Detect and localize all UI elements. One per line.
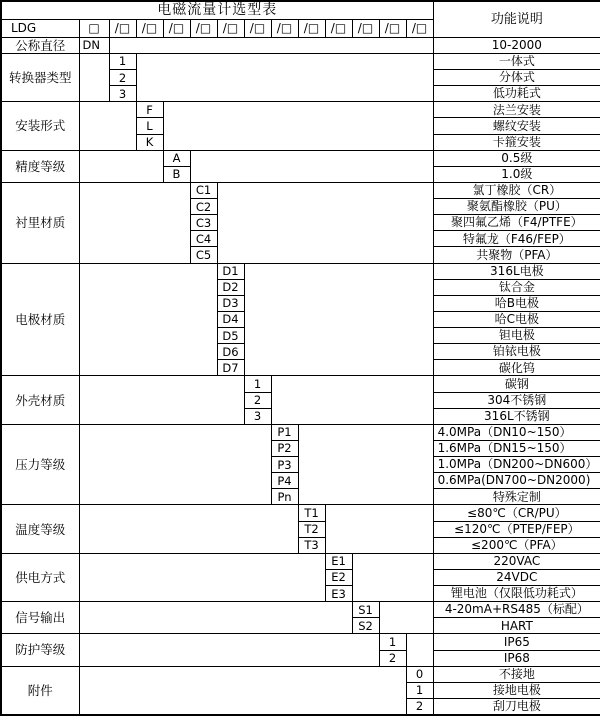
spacer-cell <box>79 263 217 376</box>
desc-cell: IP68 <box>433 650 600 666</box>
desc-cell: 法兰安装 <box>433 102 600 118</box>
code-cell: C4 <box>190 231 217 247</box>
code-cell: D4 <box>217 311 244 327</box>
code-cell: F <box>136 102 163 118</box>
spacer-cell <box>79 150 163 182</box>
code-placeholder-box: /□ <box>136 19 163 37</box>
spacer-cell <box>109 37 433 53</box>
code-placeholder-box: /□ <box>244 19 271 37</box>
code-cell: T3 <box>298 537 325 553</box>
spacer-cell <box>271 376 433 424</box>
code-placeholder-box: /□ <box>217 19 244 37</box>
desc-cell: 螺纹安装 <box>433 118 600 134</box>
section-label-pressure-rating: 压力等级 <box>1 424 79 505</box>
code-cell: D5 <box>217 328 244 344</box>
desc-cell: 316L不锈钢 <box>433 408 600 424</box>
desc-cell: 卡箍安装 <box>433 134 600 150</box>
desc-cell: 不接地 <box>433 666 600 682</box>
spacer-cell <box>79 53 109 101</box>
spacer-cell <box>79 634 379 666</box>
spacer-cell <box>79 376 244 424</box>
section-label-signal-output: 信号输出 <box>1 602 79 634</box>
code-cell: T2 <box>298 521 325 537</box>
dn-placeholder-box: □ <box>79 19 109 37</box>
desc-cell: 低功耗式 <box>433 86 600 102</box>
spacer-cell <box>217 182 433 263</box>
code-cell: 1 <box>406 682 433 698</box>
code-cell: 0 <box>406 666 433 682</box>
spacer-cell <box>79 602 352 634</box>
spacer-cell <box>190 150 433 182</box>
code-cell: C1 <box>190 182 217 198</box>
code-cell: 2 <box>406 698 433 715</box>
desc-cell: ≤80℃（CR/PU） <box>433 505 600 521</box>
code-cell: C5 <box>190 247 217 263</box>
code-placeholder-box: /□ <box>298 19 325 37</box>
desc-cell: 0.6MPa(DN700~DN2000) <box>433 473 600 489</box>
code-cell: T1 <box>298 505 325 521</box>
desc-cell: 1.6MPa（DN15~150） <box>433 440 600 456</box>
desc-cell: 钽电极 <box>433 328 600 344</box>
section-label-accessories: 附件 <box>1 666 79 715</box>
desc-cell: 220VAC <box>433 553 600 569</box>
desc-cell: 一体式 <box>433 53 600 69</box>
spacer-cell <box>379 602 433 634</box>
code-placeholder-box: /□ <box>352 19 379 37</box>
code-placeholder-box: /□ <box>190 19 217 37</box>
code-cell: E1 <box>325 553 352 569</box>
desc-cell: 1.0级 <box>433 166 600 182</box>
desc-cell: 分体式 <box>433 70 600 86</box>
code-cell: E3 <box>325 586 352 602</box>
spacer-cell <box>325 505 433 553</box>
spacer-cell <box>244 263 433 376</box>
code-cell: C2 <box>190 199 217 215</box>
code-cell: K <box>136 134 163 150</box>
desc-cell: 聚四氟乙烯（F4/PTFE） <box>433 215 600 231</box>
desc-cell: 共聚物（PFA） <box>433 247 600 263</box>
table-title: 电磁流量计选型表 <box>1 1 433 19</box>
desc-cell: 刮刀电极 <box>433 698 600 715</box>
code-cell: 1 <box>244 376 271 392</box>
desc-cell: HART <box>433 618 600 634</box>
desc-cell: ≤200℃（PFA） <box>433 537 600 553</box>
spacer-cell <box>79 182 190 263</box>
spacer-cell <box>298 424 433 505</box>
desc-cell: 特氟龙（F46/FEP） <box>433 231 600 247</box>
code-cell: L <box>136 118 163 134</box>
desc-cell: ≤120℃（PTEP/FEP） <box>433 521 600 537</box>
section-label-protection-rating: 防护等级 <box>1 634 79 666</box>
code-cell: P2 <box>271 440 298 456</box>
spacer-cell <box>163 102 433 150</box>
code-cell: D7 <box>217 360 244 376</box>
code-cell: Pn <box>271 489 298 505</box>
code-placeholder-box: /□ <box>379 19 406 37</box>
spacer-cell <box>136 53 433 101</box>
code-cell: 1 <box>379 634 406 650</box>
desc-cell: 哈B电极 <box>433 295 600 311</box>
spacer-cell <box>352 553 433 601</box>
code-cell: 1 <box>109 53 136 69</box>
code-cell: P1 <box>271 424 298 440</box>
code-cell: P4 <box>271 473 298 489</box>
code-cell: 2 <box>244 392 271 408</box>
code-cell: D6 <box>217 344 244 360</box>
spacer-cell <box>79 505 298 553</box>
code-cell: A <box>163 150 190 166</box>
desc-cell: 钛合金 <box>433 279 600 295</box>
desc-cell: 聚氨酯橡胶（PU） <box>433 199 600 215</box>
desc-cell: 碳化钨 <box>433 360 600 376</box>
section-label-installation-type: 安装形式 <box>1 102 79 150</box>
section-label-nominal-diameter: 公称直径 <box>1 37 79 53</box>
model-prefix: LDG <box>1 19 79 37</box>
code-placeholder-box: /□ <box>163 19 190 37</box>
desc-cell: 316L电极 <box>433 263 600 279</box>
spacer-cell <box>79 553 325 601</box>
spacer-cell <box>79 424 271 505</box>
desc-cell: 10-2000 <box>433 37 600 53</box>
desc-cell: 铂铱电极 <box>433 344 600 360</box>
code-placeholder-box: /□ <box>109 19 136 37</box>
desc-cell: 4-20mA+RS485（标配） <box>433 602 600 618</box>
function-column-header: 功能说明 <box>433 1 600 37</box>
desc-cell: 特殊定制 <box>433 489 600 505</box>
desc-cell: 0.5级 <box>433 150 600 166</box>
desc-cell: 1.0MPa（DN200~DN600） <box>433 457 600 473</box>
code-cell: D2 <box>217 279 244 295</box>
desc-cell: 4.0MPa（DN10~150） <box>433 424 600 440</box>
desc-cell: 碳钢 <box>433 376 600 392</box>
code-cell: D3 <box>217 295 244 311</box>
code-cell: D1 <box>217 263 244 279</box>
code-cell: 3 <box>109 86 136 102</box>
code-placeholder-box: /□ <box>406 19 433 37</box>
desc-cell: 氯丁橡胶（CR） <box>433 182 600 198</box>
desc-cell: 锂电池（仅限低功耗式） <box>433 586 600 602</box>
code-cell: S2 <box>352 618 379 634</box>
desc-cell: 304不锈钢 <box>433 392 600 408</box>
section-label-electrode-material: 电极材质 <box>1 263 79 376</box>
code-cell: B <box>163 166 190 182</box>
section-label-power-supply: 供电方式 <box>1 553 79 601</box>
section-label-accuracy-class: 精度等级 <box>1 150 79 182</box>
code-placeholder-box: /□ <box>271 19 298 37</box>
code-cell: S1 <box>352 602 379 618</box>
spacer-cell <box>79 102 136 150</box>
code-cell: 2 <box>109 70 136 86</box>
section-label-housing-material: 外壳材质 <box>1 376 79 424</box>
code-cell: E2 <box>325 569 352 585</box>
desc-cell: 24VDC <box>433 569 600 585</box>
section-label-liner-material: 衬里材质 <box>1 182 79 263</box>
code-placeholder-box: /□ <box>325 19 352 37</box>
code-cell: 2 <box>379 650 406 666</box>
spacer-cell <box>79 666 406 715</box>
desc-cell: IP65 <box>433 634 600 650</box>
desc-cell: 哈C电极 <box>433 311 600 327</box>
code-cell: C3 <box>190 215 217 231</box>
code-cell: P3 <box>271 457 298 473</box>
desc-cell: 接地电极 <box>433 682 600 698</box>
spacer-cell <box>406 634 433 666</box>
section-label-temperature-rating: 温度等级 <box>1 505 79 553</box>
section-label-converter-type: 转换器类型 <box>1 53 79 101</box>
code-cell: DN <box>79 37 109 53</box>
code-cell: 3 <box>244 408 271 424</box>
